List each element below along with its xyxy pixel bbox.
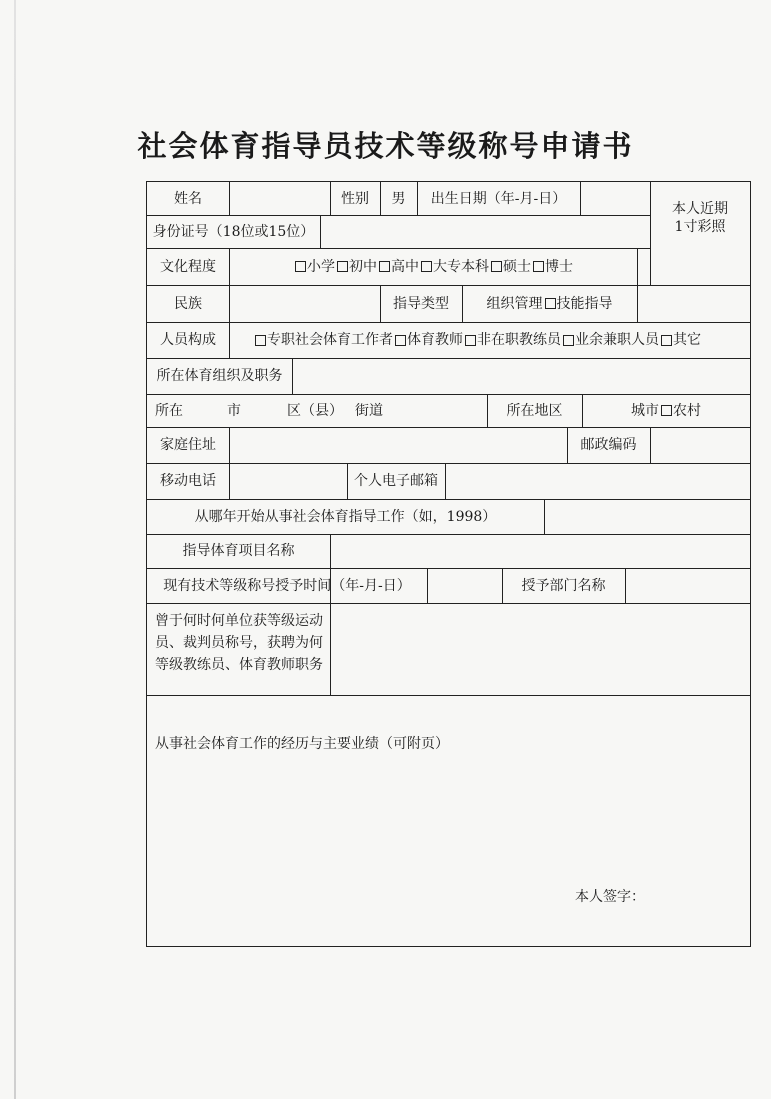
location-city: 市 bbox=[227, 402, 241, 419]
checkbox-icon bbox=[491, 261, 502, 272]
signature-field[interactable] bbox=[647, 882, 747, 912]
education-option-doctor[interactable]: 博士 bbox=[531, 258, 573, 276]
staff-type-options bbox=[253, 322, 750, 358]
email-label: 个人电子邮箱 bbox=[354, 473, 438, 489]
signature-label: 本人签字： bbox=[575, 889, 645, 905]
grade-time-label: 现有技术等级称号授予时间（年-月-日） bbox=[163, 577, 411, 594]
grade-time-field[interactable] bbox=[428, 568, 502, 603]
experience-field[interactable] bbox=[147, 762, 750, 872]
location-street: 街道 bbox=[355, 402, 383, 419]
education-label: 文化程度 bbox=[160, 258, 216, 275]
address-field[interactable] bbox=[230, 427, 567, 463]
staff-type-label: 人员构成 bbox=[160, 332, 216, 348]
education-option-junior[interactable]: 初中 bbox=[335, 258, 377, 276]
zip-field[interactable] bbox=[651, 427, 750, 463]
staff-option-other[interactable]: 其它 bbox=[659, 331, 701, 349]
id-number-label: 身份证号（18位或15位） bbox=[152, 223, 315, 240]
id-number-field[interactable] bbox=[321, 215, 650, 248]
staff-option-fulltime[interactable]: 专职社会体育工作者 bbox=[253, 331, 393, 349]
staff-option-pe-teacher[interactable]: 体育教师 bbox=[393, 331, 463, 349]
checkbox-icon bbox=[465, 335, 476, 346]
area-label: 所在地区 bbox=[506, 402, 563, 419]
area-option-city[interactable]: 城市 bbox=[631, 402, 659, 419]
guide-type-options bbox=[462, 285, 637, 322]
gender-label: 性别 bbox=[341, 190, 369, 207]
education-options bbox=[229, 248, 637, 285]
address-label: 家庭住址 bbox=[160, 437, 216, 453]
education-option-senior[interactable]: 高中 bbox=[377, 258, 419, 276]
start-year-label: 从哪年开始从事社会体育指导工作（如，1998） bbox=[194, 508, 497, 525]
checkbox-icon bbox=[661, 335, 672, 346]
mobile-field[interactable] bbox=[230, 463, 347, 499]
zip-label: 邮政编码 bbox=[580, 437, 637, 453]
name-label: 姓名 bbox=[174, 190, 202, 207]
photo-caption-line1: 本人近期 bbox=[672, 201, 728, 217]
experience-label: 从事社会体育工作的经历与主要业绩（可附页） bbox=[155, 736, 449, 752]
grade-dept-field[interactable] bbox=[626, 568, 750, 603]
guide-option-skill[interactable]: 技能指导 bbox=[543, 295, 613, 313]
page-title: 社会体育指导员技术等级称号申请书 bbox=[137, 129, 634, 163]
email-field[interactable] bbox=[446, 463, 750, 499]
org-label: 所在体育组织及职务 bbox=[156, 368, 283, 384]
checkbox-icon bbox=[563, 335, 574, 346]
area-option-rural[interactable]: 农村 bbox=[659, 402, 701, 420]
staff-option-parttime[interactable]: 业余兼职人员 bbox=[561, 331, 659, 349]
checkbox-icon bbox=[661, 405, 672, 416]
project-label: 指导体育项目名称 bbox=[182, 543, 295, 559]
ethnicity-label: 民族 bbox=[174, 295, 202, 312]
photo-box[interactable] bbox=[650, 182, 750, 285]
location-district: 区（县） bbox=[287, 402, 343, 419]
mobile-label: 移动电话 bbox=[160, 473, 216, 489]
start-year-field[interactable] bbox=[545, 499, 750, 534]
checkbox-icon bbox=[395, 335, 406, 346]
history-field[interactable] bbox=[331, 603, 750, 695]
checkbox-icon bbox=[545, 298, 556, 309]
gender-value[interactable]: 男 bbox=[391, 190, 406, 207]
checkbox-icon bbox=[421, 261, 432, 272]
photo-caption-line2: 1寸彩照 bbox=[674, 219, 726, 235]
birth-date-field[interactable] bbox=[581, 182, 650, 215]
birth-date-label: 出生日期（年-月-日） bbox=[430, 190, 567, 207]
staff-option-coach[interactable]: 非在职教练员 bbox=[463, 331, 561, 349]
education-option-master[interactable]: 硕士 bbox=[489, 258, 531, 276]
checkbox-icon bbox=[379, 261, 390, 272]
checkbox-icon bbox=[295, 261, 306, 272]
ethnicity-field[interactable] bbox=[230, 285, 380, 322]
checkbox-icon bbox=[533, 261, 544, 272]
education-option-primary[interactable]: 小学 bbox=[293, 258, 335, 276]
org-field[interactable] bbox=[293, 358, 750, 394]
checkbox-icon bbox=[255, 335, 266, 346]
education-option-college[interactable]: 大专本科 bbox=[419, 258, 489, 276]
guide-type-label: 指导类型 bbox=[393, 295, 449, 312]
checkbox-icon bbox=[337, 261, 348, 272]
project-field[interactable] bbox=[331, 534, 750, 568]
application-form bbox=[146, 181, 751, 947]
location-prefix: 所在 bbox=[155, 402, 183, 419]
name-field[interactable] bbox=[230, 182, 330, 215]
guide-option-management[interactable]: 组织管理 bbox=[486, 295, 543, 312]
grade-dept-label: 授予部门名称 bbox=[521, 577, 606, 594]
history-label: 曾于何时何单位获等级运动员、裁判员称号，获聘为何等级教练员、体育教师职务 bbox=[155, 613, 323, 673]
area-options bbox=[582, 394, 750, 427]
